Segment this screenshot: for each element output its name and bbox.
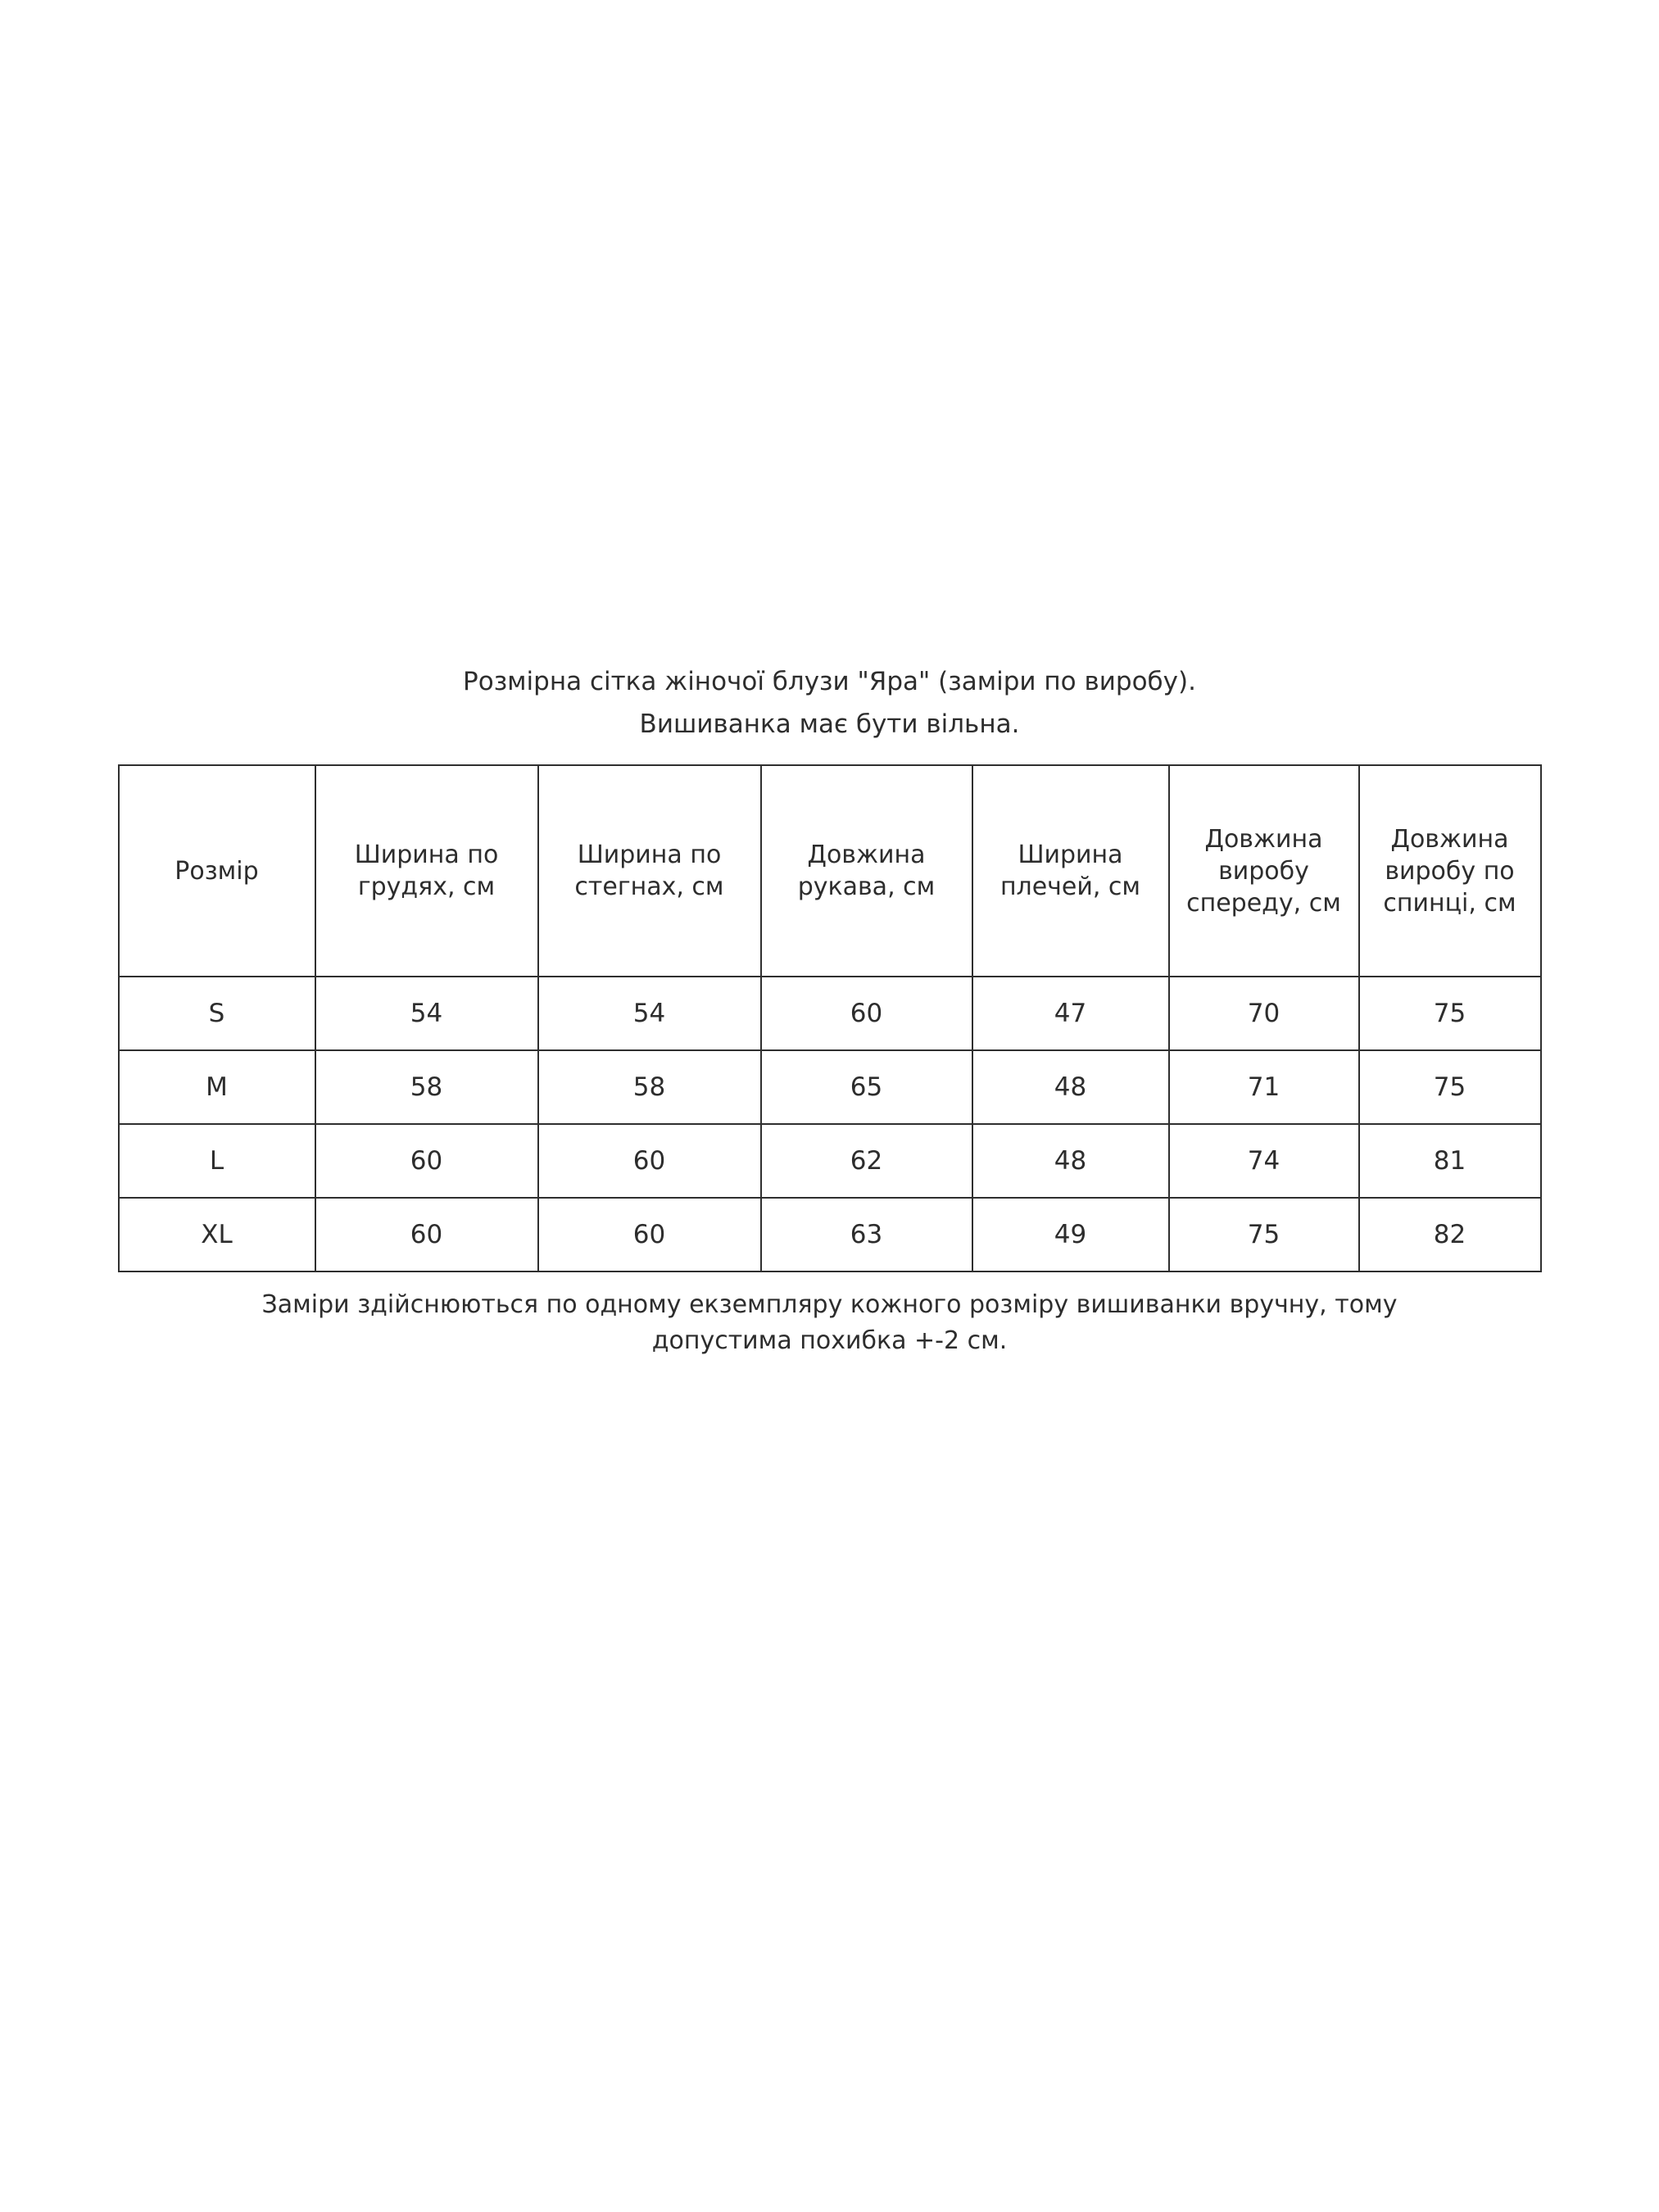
cell-back: 75 (1359, 977, 1541, 1050)
cell-shoulder: 47 (972, 977, 1169, 1050)
column-header-sleeve-length: Довжина рукава, см (761, 765, 972, 977)
cell-shoulder: 49 (972, 1198, 1169, 1271)
cell-hips: 54 (538, 977, 761, 1050)
column-header-size: Розмір (119, 765, 315, 977)
cell-shoulder: 48 (972, 1124, 1169, 1198)
cell-size: S (119, 977, 315, 1050)
cell-back: 75 (1359, 1050, 1541, 1124)
column-header-shoulder-width: Ширина плечей, см (972, 765, 1169, 977)
column-header-hips-width: Ширина по стегнах, см (538, 765, 761, 977)
cell-front: 71 (1169, 1050, 1359, 1124)
cell-front: 74 (1169, 1124, 1359, 1198)
table-row (119, 1198, 1541, 1271)
cell-chest: 54 (315, 977, 538, 1050)
table-row (119, 1050, 1541, 1124)
cell-size: XL (119, 1198, 315, 1271)
table-header-row (119, 765, 1541, 977)
cell-back: 82 (1359, 1198, 1541, 1271)
cell-chest: 60 (315, 1124, 538, 1198)
page-title (109, 664, 1551, 742)
cell-sleeve: 65 (761, 1050, 972, 1124)
cell-back: 81 (1359, 1124, 1541, 1198)
page-title-line-1: Розмірна сітка жіночої блузи "Яра" (заміри по виробу). (463, 667, 1196, 696)
size-chart-table (118, 764, 1542, 1272)
footnote-line-1: Заміри здійснюються по одному екземпляру кожного розміру вишиванки вручну, тому (261, 1290, 1398, 1320)
cell-size: L (119, 1124, 315, 1198)
table-row (119, 1124, 1541, 1198)
cell-shoulder: 48 (972, 1050, 1169, 1124)
cell-chest: 58 (315, 1050, 538, 1124)
column-header-chest-width: Ширина по грудях, см (315, 765, 538, 977)
column-header-front-length: Довжина виробу спереду, см (1169, 765, 1359, 977)
measurement-footnote (109, 1287, 1551, 1358)
cell-sleeve: 60 (761, 977, 972, 1050)
cell-size: M (119, 1050, 315, 1124)
cell-sleeve: 63 (761, 1198, 972, 1271)
footnote-line-2: допустима похибка +-2 см. (651, 1326, 1008, 1355)
cell-sleeve: 62 (761, 1124, 972, 1198)
cell-hips: 58 (538, 1050, 761, 1124)
table-body (119, 977, 1541, 1271)
table-row (119, 977, 1541, 1050)
cell-chest: 60 (315, 1198, 538, 1271)
page-title-line-2: Вишиванка має бути вільна. (639, 709, 1020, 740)
column-header-back-length: Довжина виробу по спинці, см (1359, 765, 1541, 977)
cell-hips: 60 (538, 1198, 761, 1271)
cell-front: 70 (1169, 977, 1359, 1050)
table-header-row-group (119, 765, 1541, 977)
cell-front: 75 (1169, 1198, 1359, 1271)
cell-hips: 60 (538, 1124, 761, 1198)
